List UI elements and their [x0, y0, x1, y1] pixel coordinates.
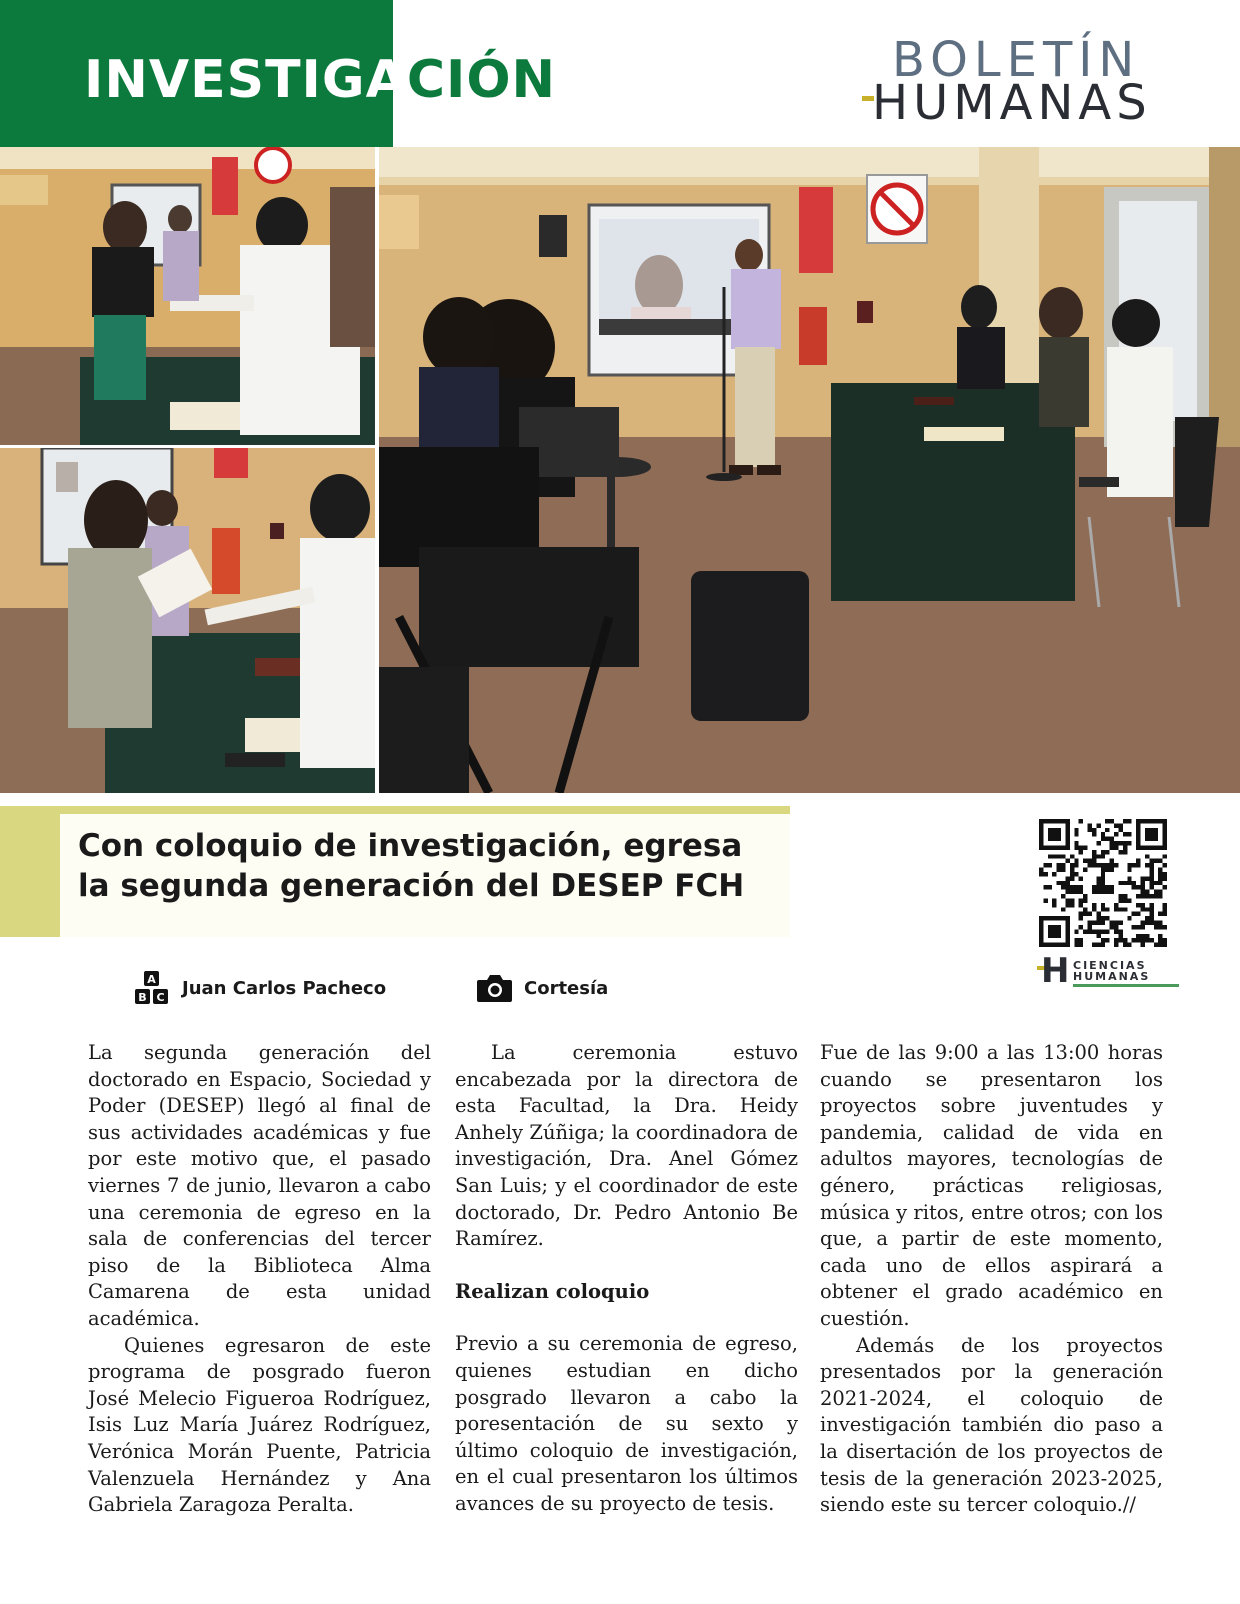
- section-subheading: Realizan coloquio: [455, 1279, 650, 1303]
- article-column-3: [820, 1040, 1163, 1519]
- camera-icon: [474, 970, 514, 1006]
- paragraph: La segunda generación del doctorado en Espacio, Sociedad y Poder (DESEP) llegó al final de sus actividades académicas y fue por este motivo que, el pasado viernes 7 de junio, llevaron a cabo una ceremonia de egreso en la sala de conferencias del tercer piso de la Biblioteca Alma Camarena de esta unidad académica.: [88, 1041, 431, 1330]
- svg-text:C: C: [156, 991, 165, 1004]
- section-title-white: INVESTIGA: [84, 50, 407, 110]
- article-column-1: [88, 1040, 431, 1519]
- paragraph: Quienes egresaron de este programa de posgrado fueron José Melecio Figueroa Rodríguez, Isis Luz María Juárez Rodríguez, Verónica Morán Puente, Patricia Valenzuela Hernández y Ana Gabriela Zaragoza Peralta.: [88, 1333, 431, 1517]
- article-column-2: [455, 1040, 798, 1518]
- author-name: Juan Carlos Pacheco: [182, 977, 387, 999]
- section-title-green: CIÓN: [406, 50, 557, 110]
- paragraph: Fue de las 9:00 a las 13:00 horas cuando se presentaron los proyectos sobre juventudes y pandemia, calidad de vida en adultos mayores, tecnologías de género, prácticas religiosas, música y ritos, entre otros; con los que, a partir de este momento, cada uno de ellos aspirará a obtener el grado académico en cuestión.: [820, 1041, 1163, 1330]
- logo-line1: BOLETÍN: [892, 32, 1141, 88]
- author-credit: [132, 970, 386, 1006]
- ch-logo-letter: H: [1041, 951, 1070, 991]
- ch-logo-line2: HUMANAS: [1073, 970, 1151, 983]
- svg-text:B: B: [138, 991, 147, 1004]
- paragraph: La ceremonia estuvo encabezada por la directora de esta Facultad, la Dra. Heidy Anhely Zúñiga; la coordinadora de investigación, Dra. Anel Gómez San Luis; y el coordinador de este doctorado, Dr. Pedro Antonio Be Ramírez.: [455, 1041, 798, 1251]
- ch-logo-underline: [1073, 984, 1179, 987]
- photo-credit: [474, 970, 608, 1006]
- photo-colloquium-room: [379, 147, 1240, 793]
- abc-blocks-icon: [132, 970, 172, 1006]
- ciencias-humanas-logo: [1037, 952, 1177, 992]
- logo-line2: HUMANAS: [872, 75, 1152, 131]
- qr-code-icon[interactable]: [1039, 819, 1167, 947]
- section-title: [84, 46, 556, 114]
- article-headline: Con coloquio de investigación, egresa la segunda generación del DESEP FCH: [78, 828, 745, 904]
- paragraph: Además de los proyectos presentados por la generación 2021-2024, el coloquio de investigación también dio paso a la disertación de los proyectos de tesis de la generación 2023-2025, siendo este su tercer coloquio.//: [820, 1333, 1163, 1517]
- boletin-humanas-logo: [862, 32, 1182, 131]
- photo-handshake-1: [0, 147, 375, 445]
- photo-credit-text: Cortesía: [524, 977, 609, 999]
- svg-text:A: A: [147, 973, 156, 986]
- photo-handshake-2: [0, 448, 375, 793]
- paragraph: Previo a su ceremonia de egreso, quienes estudian en dicho posgrado llevaron a cabo la poresentación de su sexto y último coloquio de investigación, en el cual presentaron los últimos avances de su proyecto de tesis.: [455, 1332, 798, 1515]
- ch-logo-line1: CIENCIAS: [1073, 959, 1147, 972]
